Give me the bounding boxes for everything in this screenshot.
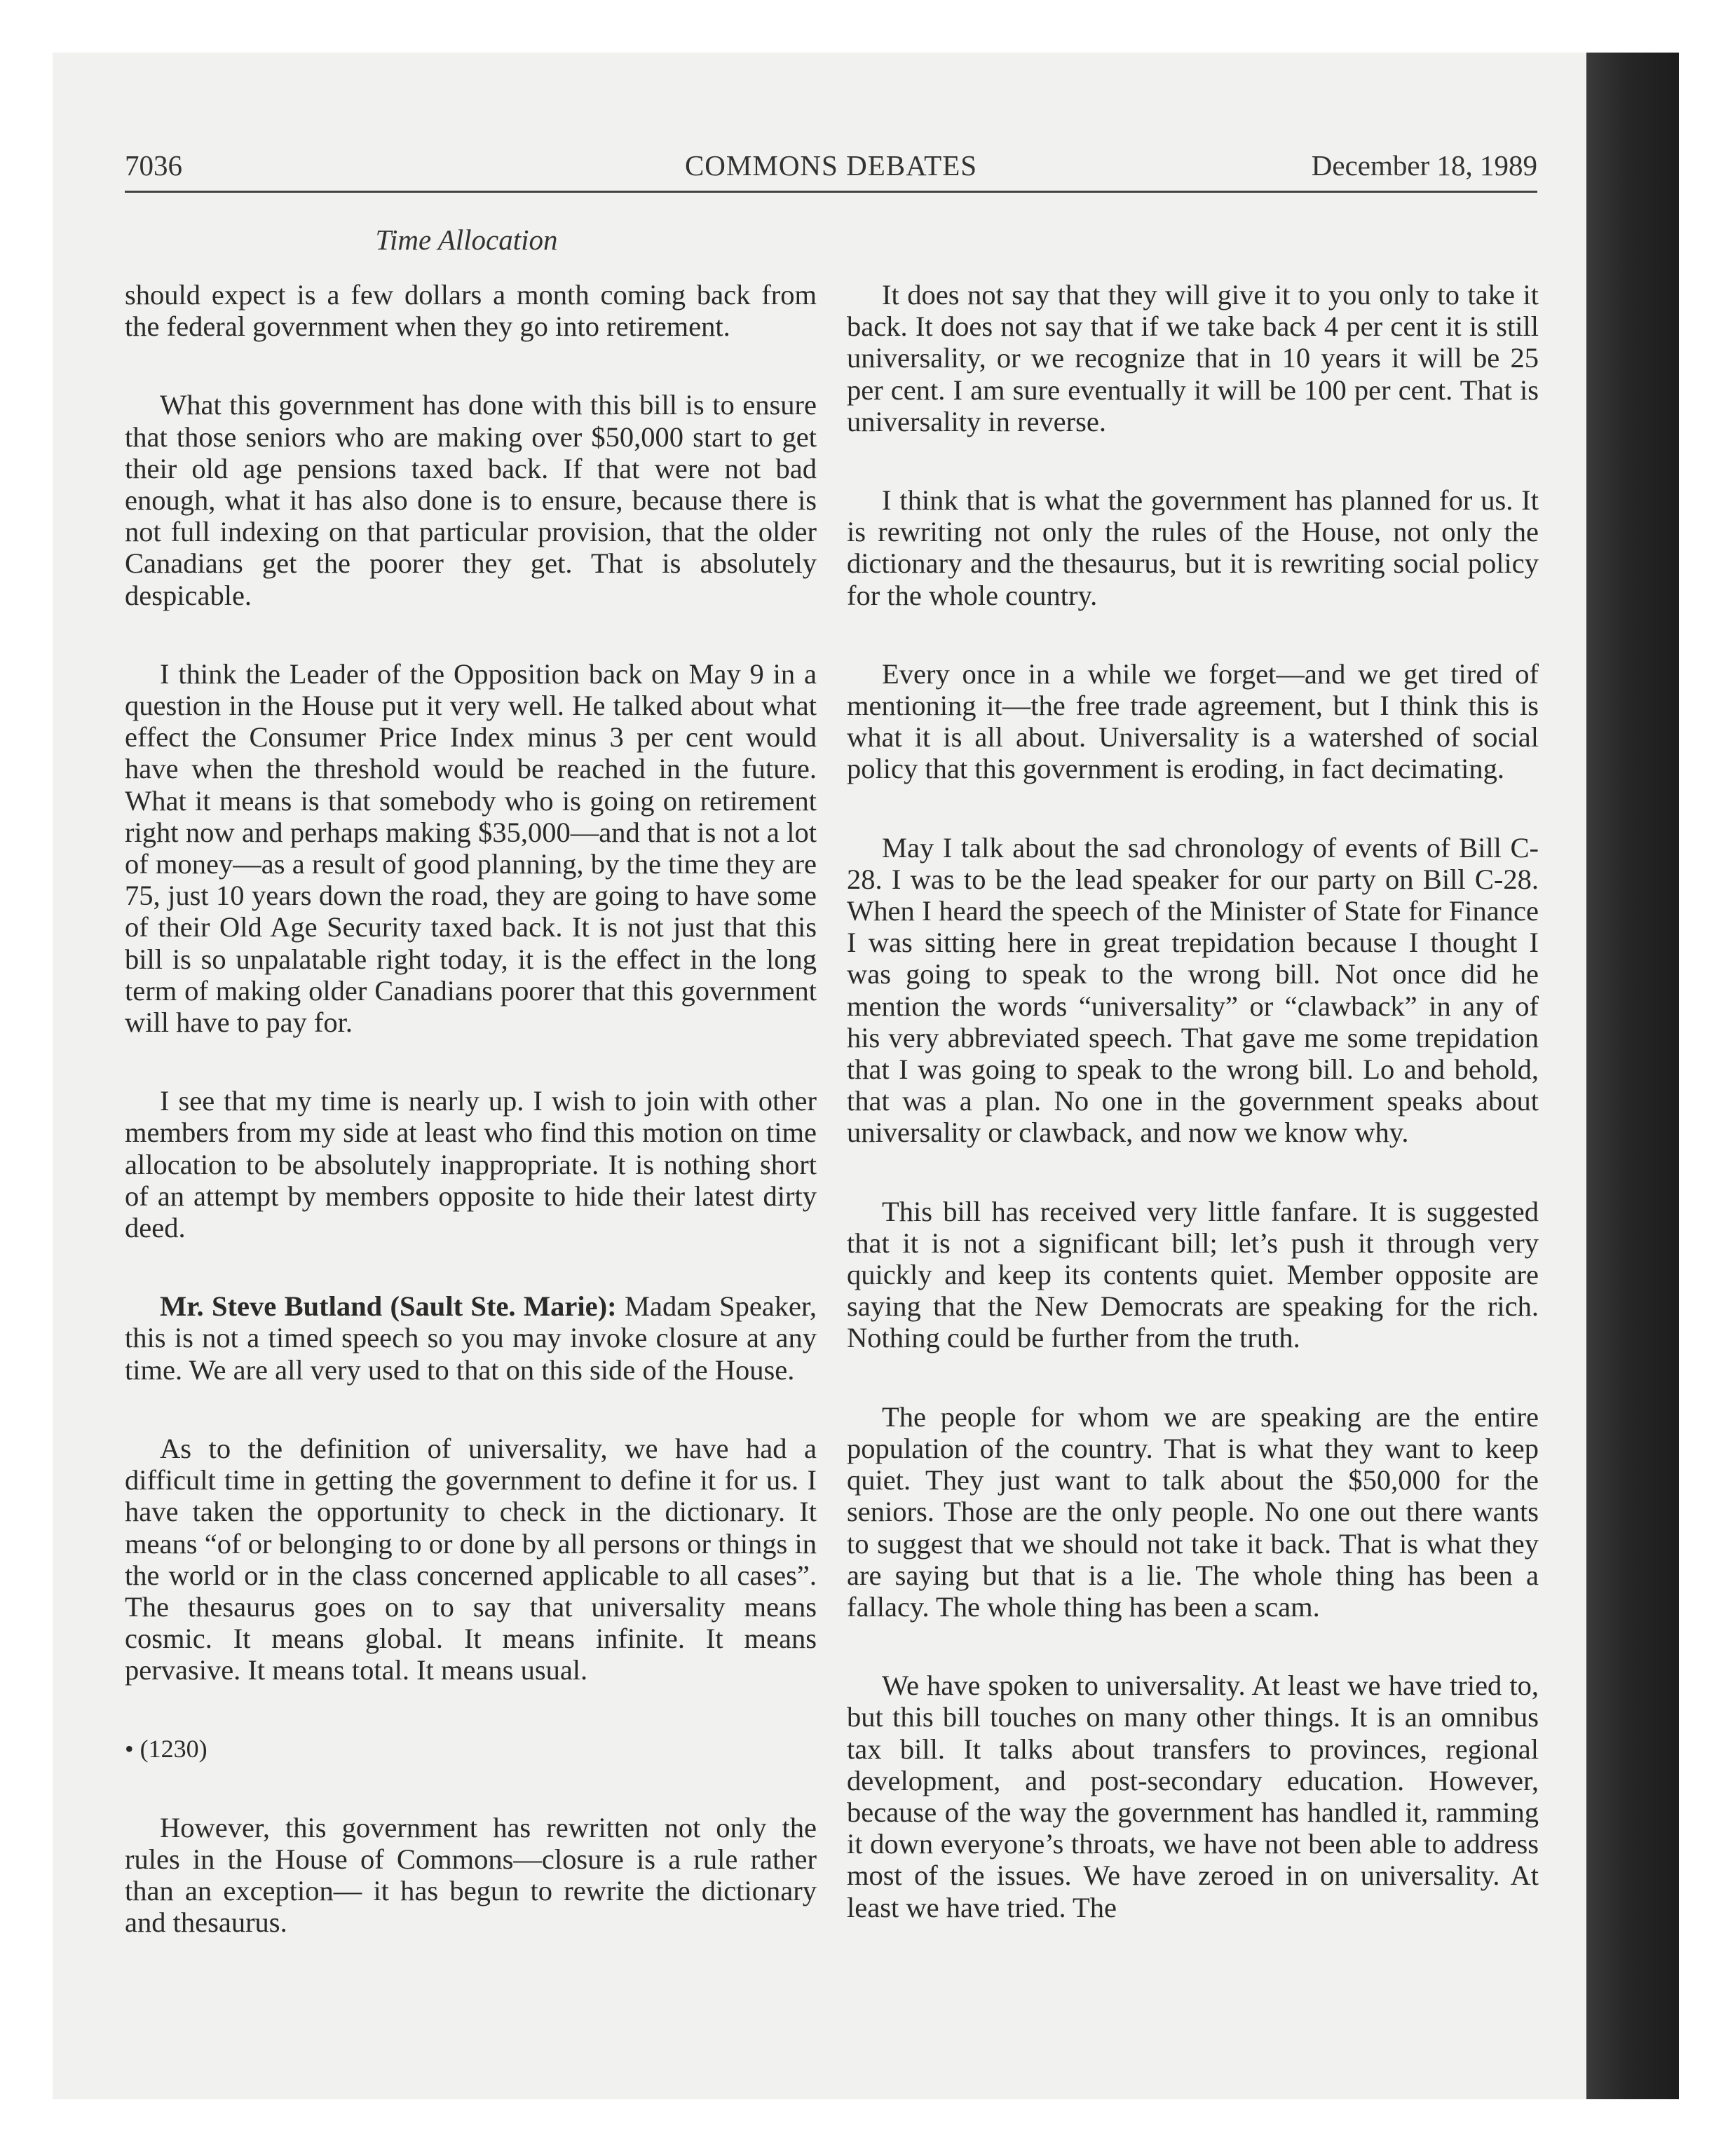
paragraph: Every once in a while we forget—and we get tired of mentioning it—the free trade agreement, but I think this is what it is all about. Universality is a watershed of social policy that this government is eroding, in fact decimating. <box>847 657 1539 785</box>
speaker-name: Mr. Steve Butland (Sault Ste. Marie): <box>160 1290 617 1323</box>
header-date: December 18, 1989 <box>1311 149 1537 182</box>
journal-title: COMMONS DEBATES <box>684 149 978 182</box>
paragraph: I think the Leader of the Opposition back on May 9 in a question in the House put it very well. He talked about what effect the Consumer Price Index minus 3 per cent would have when the threshold would be reached in the future. What it means is that somebody who is going on retirement right now and perhaps making $35,000—and that is not a lot of money—as a result of good planning, by the time they are 75, just 10 years down the road, they are going to have some of their Old Age Security taxed back. It is not just that this bill is so unpalatable right today, it is the effect in the long term of making older Canadians poorer that this government will have to pay for. <box>125 657 817 1039</box>
paragraph: I think that is what the government has planned for us. It is rewriting not only the rules of the House, not only the dictionary and the thesaurus, but it is rewriting social policy for the whole country. <box>847 484 1539 611</box>
paragraph: May I talk about the sad chronology of events of Bill C-28. I was to be the lead speaker for our party on Bill C-28. When I heard the speech of the Minister of State for Finance I was sitting here in great trepidation because I thought I was going to speak to the wrong bill. Not once did he mention the words “universality” or “clawback” in any of his very abbreviated speech. That gave me some trepidation that I was going to speak to the wrong bill. Lo and behold, that was a plan. No one in the government speaks about universality or clawback, and now we know why. <box>847 831 1539 1149</box>
section-title: Time Allocation <box>375 224 558 256</box>
speaker-paragraph <box>125 1290 817 1386</box>
paragraph: I see that my time is nearly up. I wish to join with other members from my side at least who find this motion on time allocation to be absolutely inappropriate. It is nothing short of an attempt by members opposite to hide their latest dirty deed. <box>125 1085 817 1244</box>
paragraph: As to the definition of universality, we have had a difficult time in getting the government to define it for us. I have taken the opportunity to check in the dictionary. It means “of or belonging to or done by all persons or things in the world or in the class concerned applicable to all cases”. The thesaurus goes on to say that universality means cosmic. It means global. It means infinite. It means pervasive. It means total. It means usual. <box>125 1432 817 1686</box>
scan-edge-shadow <box>1586 53 1679 2099</box>
left-column <box>125 279 817 1986</box>
paragraph: should expect is a few dollars a month coming back from the federal government when they go into retirement. <box>125 279 817 343</box>
page-number: 7036 <box>125 149 182 182</box>
speaker-text: Madam Speaker, this is not a timed speech so you may invoke closure at any time. We are all very used to that on this side of the House. <box>125 1290 817 1386</box>
header-rule <box>125 191 1537 193</box>
paragraph: What this government has done with this bill is to ensure that those seniors who are making over $50,000 start to get their old age pensions taxed back. If that were not bad enough, what it has also done is to ensure, because there is not full indexing on that particular provision, that the older Canadians get the poorer they get. That is absolutely despicable. <box>125 389 817 611</box>
right-column <box>847 279 1539 1970</box>
page-header <box>125 149 1537 191</box>
paragraph: However, this government has rewritten not only the rules in the House of Commons—closure is a rule rather than an exception— it has begun to rewrite the dictionary and thesaurus. <box>125 1811 817 1939</box>
paragraph: The people for whom we are speaking are the entire population of the country. That is what they want to keep quiet. They just want to talk about the $50,000 for the seniors. Those are the only people. No one out there wants to suggest that we should not take it back. That is what they are saying but that is a lie. The whole thing has been a fallacy. The whole thing has been a scam. <box>847 1400 1539 1623</box>
timestamp-marker: • (1230) <box>125 1734 207 1763</box>
paragraph: We have spoken to universality. At least we have tried to, but this bill touches on many other things. It is an omnibus tax bill. It talks about transfers to provinces, regional development, and post-secondary education. However, because of the way the government has handled it, ramming it down everyone’s throats, we have not been able to address most of the issues. We have zeroed in on universality. At least we have tried. The <box>847 1670 1539 1923</box>
paragraph: It does not say that they will give it to you only to take it back. It does not say that if we take back 4 per cent it is still universality, or we recognize that in 10 years it will be 25 per cent. I am sure eventually it will be 100 per cent. That is universality in reverse. <box>847 279 1539 437</box>
paragraph: This bill has received very little fanfare. It is suggested that it is not a significant bill; let’s push it through very quickly and keep its contents quiet. Member opposite are saying that the New Democrats are speaking for the rich. Nothing could be further from the truth. <box>847 1195 1539 1354</box>
